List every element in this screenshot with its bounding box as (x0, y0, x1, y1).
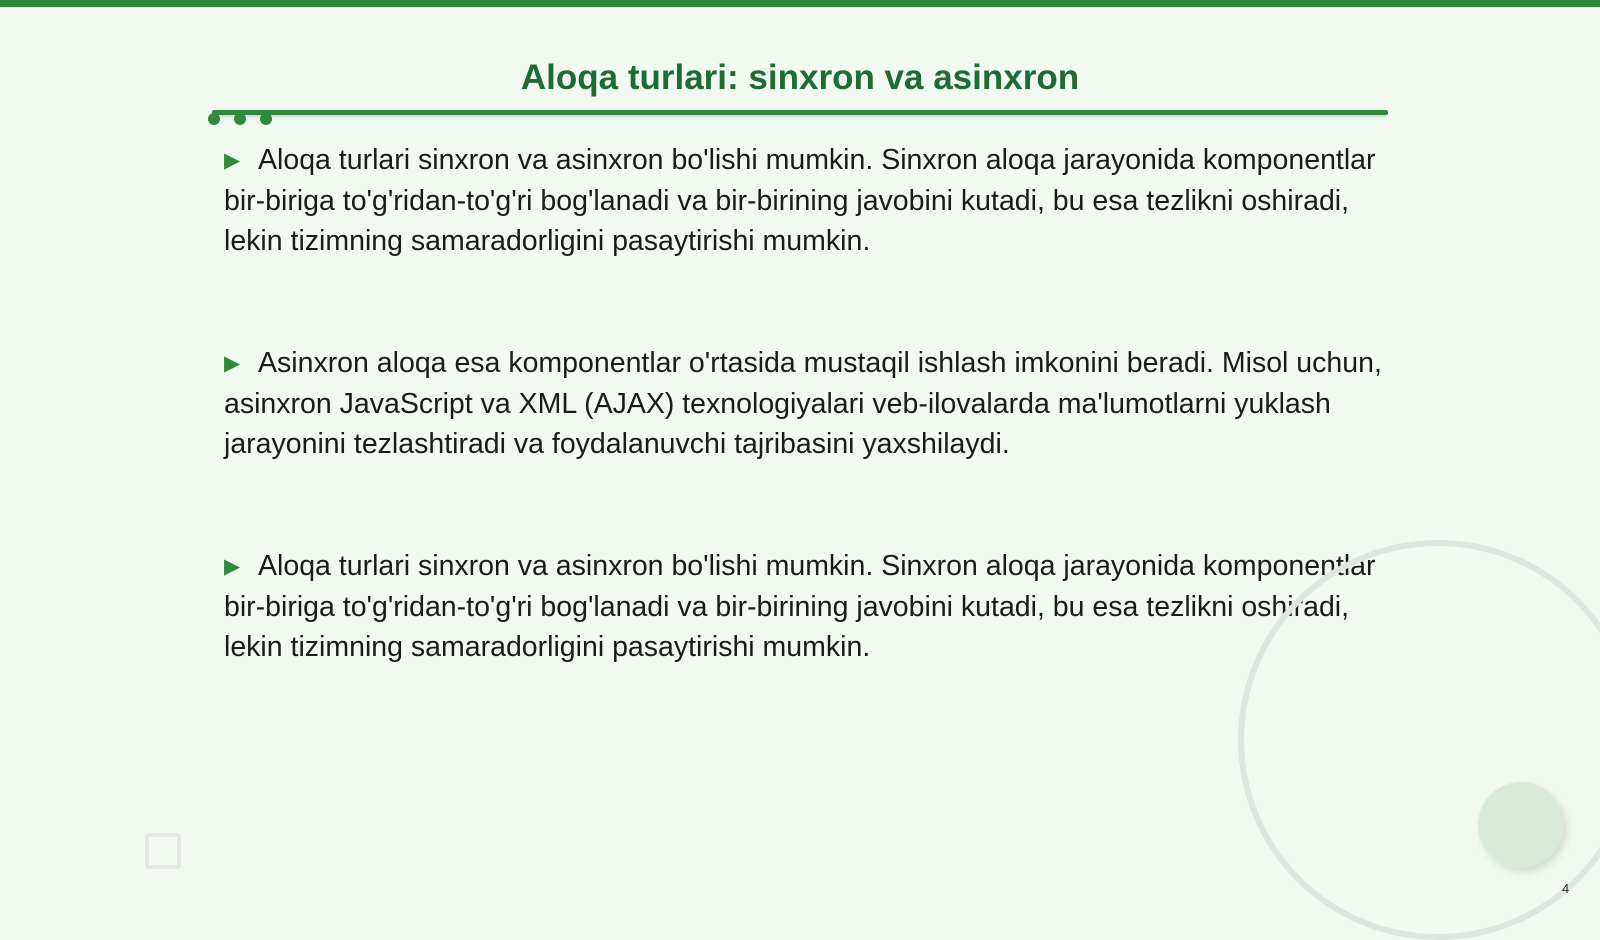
underline-dot (260, 113, 272, 125)
title-underline (212, 110, 1388, 115)
bullet-text: Asinxron aloqa esa komponentlar o'rtasida mustaqil ishlash imkonini beradi. Misol uchun, asinxron JavaScript va XML (AJAX) texnologiyalari veb-ilovalarda ma'lumotlarni yuklash jarayonini tezlashtiradi va foydalanuvchi tajribasini yaxshilaydi. (224, 347, 1382, 460)
underline-dot (234, 113, 246, 125)
bullet-list (224, 140, 1384, 749)
bullet-item (224, 140, 1384, 261)
bullet-item (224, 343, 1384, 464)
bullet-text: Aloqa turlari sinxron va asinxron bo'lishi mumkin. Sinxron aloqa jarayonida komponentlar bir-biriga to'g'ridan-to'g'ri bog'lanadi va bir-birining javobini kutadi, bu esa tezlikni oshiradi, lekin tizimning samaradorligini pasaytirishi mumkin. (224, 144, 1376, 257)
bullet-item (224, 546, 1384, 667)
top-accent-bar (0, 0, 1600, 7)
bullet-text: Aloqa turlari sinxron va asinxron bo'lishi mumkin. Sinxron aloqa jarayonida komponentlar bir-biriga to'g'ridan-to'g'ri bog'lanadi va bir-birining javobini kutadi, bu esa tezlikni oshiradi, lekin tizimning samaradorligini pasaytirishi mumkin. (224, 550, 1376, 663)
decorative-square (145, 833, 181, 869)
underline-dot (208, 113, 220, 125)
triangle-bullet-icon: ▶ (224, 352, 241, 375)
page-number: 4 (1562, 881, 1570, 896)
slide-title: Aloqa turlari: sinxron va asinxron (520, 58, 1080, 97)
decorative-circle (1478, 782, 1564, 868)
triangle-bullet-icon: ▶ (224, 555, 241, 578)
triangle-bullet-icon: ▶ (224, 149, 241, 172)
